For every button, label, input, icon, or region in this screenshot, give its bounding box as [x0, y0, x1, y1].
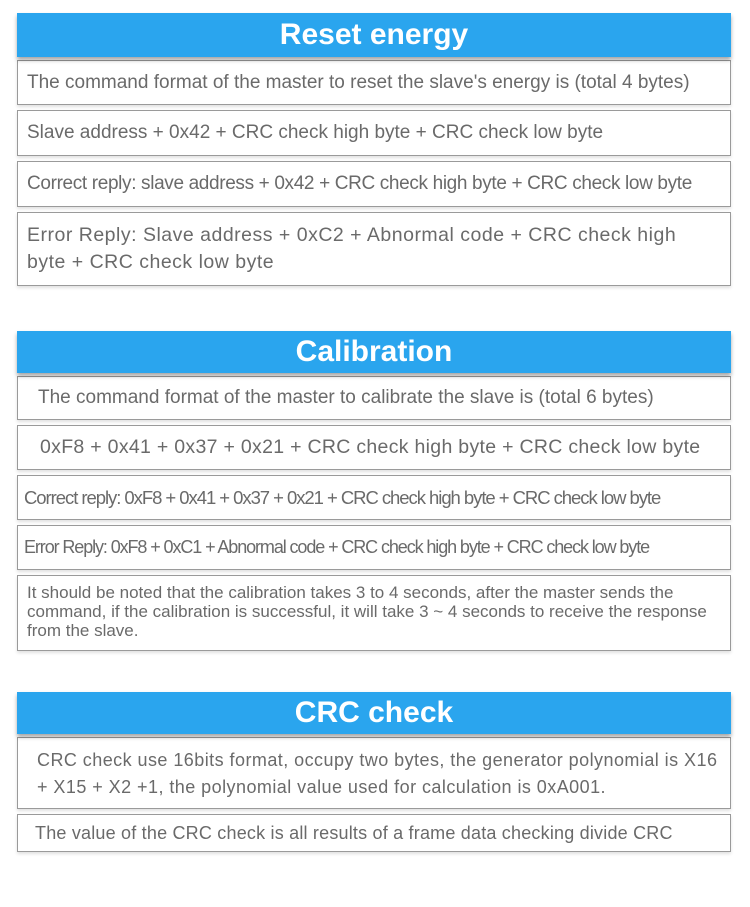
- table-row: Correct reply: 0xF8 + 0x41 + 0x37 + 0x21 + CRC check high byte + CRC check low byte: [17, 475, 731, 520]
- section-title: Reset energy: [17, 13, 731, 57]
- table-row: 0xF8 + 0x41 + 0x37 + 0x21 + CRC check high byte + CRC check low byte: [17, 425, 731, 470]
- table-row: CRC check use 16bits format, occupy two bytes, the generator polynomial is X16 + X15 + X2 +1, the polynomial value used for calculation is 0xA001.: [17, 737, 731, 809]
- table-row: The value of the CRC check is all results of a frame data checking divide CRC: [17, 814, 731, 852]
- reset-energy-section: [17, 13, 731, 286]
- table-row: Correct reply: slave address + 0x42 + CRC check high byte + CRC check low byte: [17, 161, 731, 207]
- calibration-section: [17, 331, 731, 651]
- table-row: Error Reply: 0xF8 + 0xC1 + Abnormal code + CRC check high byte + CRC check low byte: [17, 525, 731, 570]
- table-row: It should be noted that the calibration takes 3 to 4 seconds, after the master sends the command, if the calibration is successful, it will take 3 ~ 4 seconds to receive the response from the slave.: [17, 575, 731, 651]
- crc-check-section: [17, 692, 731, 852]
- section-title: CRC check: [17, 692, 731, 734]
- table-row: Slave address + 0x42 + CRC check high byte + CRC check low byte: [17, 110, 731, 156]
- table-row: The command format of the master to reset the slave's energy is (total 4 bytes): [17, 60, 731, 105]
- table-row: The command format of the master to calibrate the slave is (total 6 bytes): [17, 376, 731, 420]
- section-title: Calibration: [17, 331, 731, 373]
- table-row: Error Reply: Slave address + 0xC2 + Abnormal code + CRC check high byte + CRC check low byte: [17, 212, 731, 286]
